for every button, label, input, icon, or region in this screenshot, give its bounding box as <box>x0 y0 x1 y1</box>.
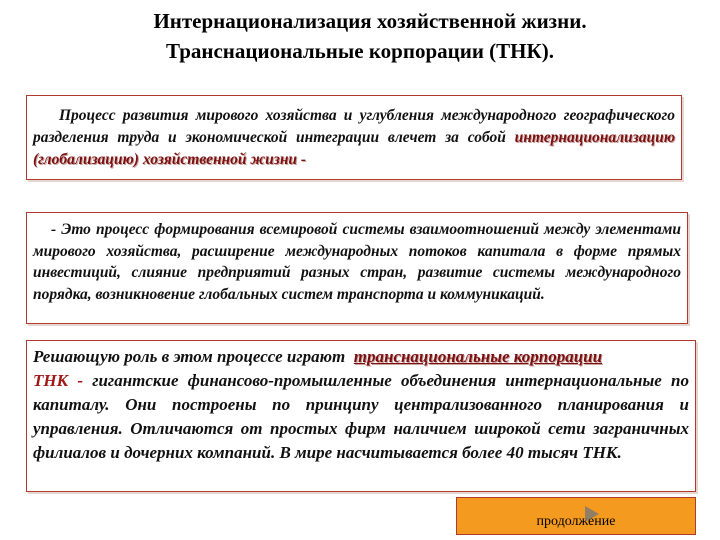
continue-label: продолжение <box>536 514 616 529</box>
tnc-term: транснациональные корпорации <box>353 347 603 366</box>
definition-text: - Это процесс формирования всемировой системы взаимоотношений между элементами мирового хозяйства, расширение международных потоков капитала в форме прямых инвестиций, слияние предприятий разных стран, развитие системы международного порядка, возникновение глобальных систем транспорта и коммуникаций. <box>33 221 681 303</box>
continue-button[interactable] <box>456 497 696 535</box>
intro-box <box>26 95 682 180</box>
page-title <box>0 6 720 66</box>
title-line-1: Интернационализация хозяйственной жизни. <box>153 9 587 33</box>
tnc-paragraph <box>33 345 689 465</box>
intro-text: Процесс развития мирового хозяйства и углубления международного географического разделения труда и экономической интеграции влечет за собой <box>33 107 675 146</box>
tnc-lead: Решающую роль в этом процессе играют <box>33 347 346 366</box>
intro-paragraph <box>33 105 675 171</box>
globalization-term: интернационализацию (глобализацию) хозяйственной жизни - <box>33 129 676 168</box>
definition-box <box>26 212 688 324</box>
title-line-2: Транснациональные корпорации (ТНК). <box>166 39 554 63</box>
tnc-description: гигантские финансово-промышленные объединения интернациональные по капиталу. Они построены по принципу централизованного планирования и управления. Отличаются от простых фирм наличием широкой сети заграничных филиалов и дочерних компаний. В мире насчитывается более 40 тысяч ТНК. <box>33 371 689 462</box>
tnk-abbreviation: ТНК - <box>33 371 83 390</box>
tnc-box <box>26 340 696 492</box>
continue-content <box>537 502 616 530</box>
play-icon <box>585 506 599 522</box>
